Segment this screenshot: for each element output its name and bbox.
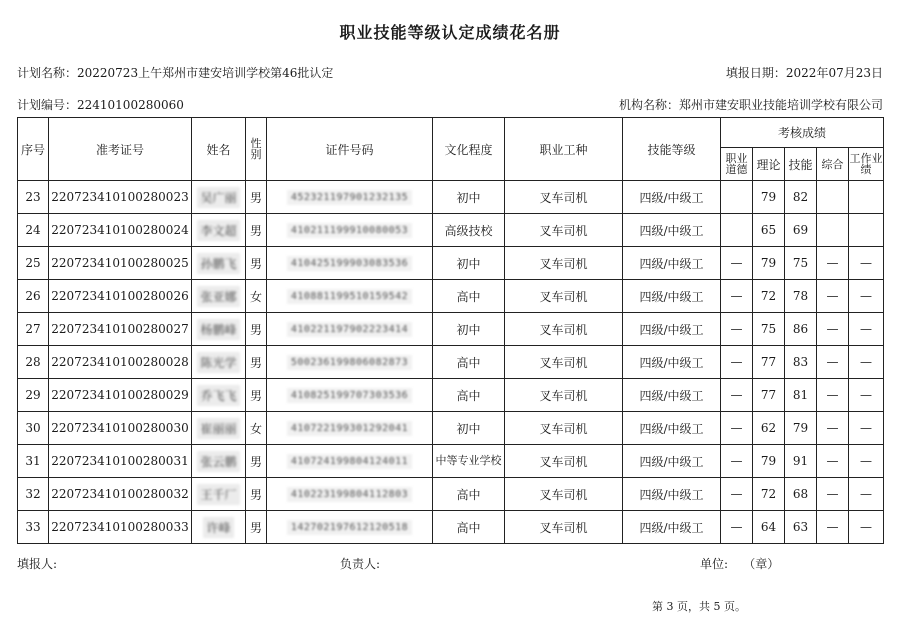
table-row [18,412,884,445]
level-cell: 四级/中级工 [623,214,721,247]
header-cert-no: 证件号码 [267,118,433,181]
level-cell: 四级/中级工 [623,379,721,412]
work-score-cell: — [849,511,884,544]
exam-no-cell: 220723410100280029 [49,379,192,412]
level-cell: 四级/中级工 [623,181,721,214]
ethics-score-cell: — [721,478,753,511]
name-cell [192,346,246,379]
cert-no-cell [267,313,433,346]
name-cell [192,445,246,478]
name-value: 乔飞飞 [197,385,239,406]
work-score-cell: — [849,280,884,313]
header-education: 文化程度 [433,118,505,181]
seq-cell: 23 [18,181,49,214]
work-score-cell: — [849,379,884,412]
seq-cell: 30 [18,412,49,445]
cert-no-cell [267,214,433,247]
skill-score-cell: 91 [785,445,817,478]
cert-no-cell [267,511,433,544]
skill-score-cell: 79 [785,412,817,445]
name-value: 王千厂 [197,484,239,505]
theory-score-cell: 79 [753,445,785,478]
level-cell: 四级/中级工 [623,445,721,478]
education-cell: 初中 [433,313,505,346]
gender-cell: 男 [246,181,267,214]
work-score-cell: — [849,478,884,511]
cert-no-cell [267,346,433,379]
header-theory: 理论 [753,148,785,181]
seq-cell: 26 [18,280,49,313]
gender-cell: 女 [246,280,267,313]
table-row [18,445,884,478]
name-value: 张亚娜 [197,286,239,307]
cert-no-cell [267,379,433,412]
cert-no-value: 500236199806082873 [287,355,412,370]
work-score-cell: — [849,247,884,280]
cert-no-value: 410724199804124011 [287,454,412,469]
level-cell: 四级/中级工 [623,247,721,280]
trade-cell: 叉车司机 [505,511,623,544]
theory-score-cell: 79 [753,181,785,214]
header-composite: 综合 [817,148,849,181]
table-row [18,181,884,214]
table-row [18,280,884,313]
composite-score-cell: — [817,247,849,280]
exam-no-cell: 220723410100280023 [49,181,192,214]
education-cell: 初中 [433,247,505,280]
gender-cell: 男 [246,313,267,346]
education-cell: 初中 [433,412,505,445]
theory-score-cell: 64 [753,511,785,544]
seq-cell: 32 [18,478,49,511]
cert-no-value: 452321197901232135 [287,190,412,205]
education-cell: 高中 [433,511,505,544]
name-cell [192,214,246,247]
ethics-score-cell: — [721,346,753,379]
ethics-score-cell: — [721,379,753,412]
composite-score-cell: — [817,280,849,313]
cert-no-value: 410425199903083536 [287,256,412,271]
cert-no-cell [267,247,433,280]
cert-no-cell [267,280,433,313]
seq-cell: 31 [18,445,49,478]
ethics-score-cell: — [721,511,753,544]
page-title: 职业技能等级认定成绩花名册 [339,23,561,42]
work-score-cell: — [849,412,884,445]
seq-cell: 28 [18,346,49,379]
header-trade: 职业工种 [505,118,623,181]
header-scores: 考核成绩 [721,118,884,148]
gender-cell: 男 [246,511,267,544]
exam-no-cell: 220723410100280028 [49,346,192,379]
gender-cell: 男 [246,478,267,511]
level-cell: 四级/中级工 [623,280,721,313]
exam-no-cell: 220723410100280033 [49,511,192,544]
header-ethics: 职业道德 [721,148,753,181]
theory-score-cell: 65 [753,214,785,247]
gender-cell: 男 [246,214,267,247]
ethics-score-cell [721,214,753,247]
exam-no-cell: 220723410100280026 [49,280,192,313]
cert-no-value: 410221197902223414 [287,322,412,337]
cert-no-value: 410211199910080053 [287,223,412,238]
skill-score-cell: 63 [785,511,817,544]
fill-date: 填报日期：2022年07月23日 [725,66,883,80]
cert-no-value: 410881199510159542 [287,289,412,304]
ethics-score-cell: — [721,280,753,313]
skill-score-cell: 83 [785,346,817,379]
theory-score-cell: 62 [753,412,785,445]
level-cell: 四级/中级工 [623,313,721,346]
seq-cell: 29 [18,379,49,412]
cert-no-cell [267,478,433,511]
table-row [18,313,884,346]
table-row [18,379,884,412]
composite-score-cell: — [817,412,849,445]
table-row [18,214,884,247]
cert-no-cell [267,181,433,214]
header-work: 工作业绩 [849,148,884,181]
education-cell: 中等专业学校 [433,445,505,478]
header-exam-no: 准考证号 [49,118,192,181]
composite-score-cell: — [817,511,849,544]
name-cell [192,181,246,214]
cert-no-value: 410223199804112803 [287,487,412,502]
trade-cell: 叉车司机 [505,445,623,478]
gender-cell: 女 [246,412,267,445]
seq-cell: 33 [18,511,49,544]
header-level: 技能等级 [623,118,721,181]
skill-score-cell: 82 [785,181,817,214]
name-cell [192,247,246,280]
seq-cell: 27 [18,313,49,346]
exam-no-cell: 220723410100280027 [49,313,192,346]
name-cell [192,379,246,412]
theory-score-cell: 72 [753,478,785,511]
trade-cell: 叉车司机 [505,478,623,511]
responsible-label: 负责人: [340,557,381,571]
composite-score-cell [817,181,849,214]
level-cell: 四级/中级工 [623,511,721,544]
composite-score-cell: — [817,313,849,346]
name-value: 杨鹏峰 [197,319,239,340]
plan-name: 计划名称：20220723上午郑州市建安培训学校第46批认定 [17,66,334,80]
name-value: 许峰 [203,517,233,538]
table-row [18,346,884,379]
name-cell [192,511,246,544]
trade-cell: 叉车司机 [505,346,623,379]
level-cell: 四级/中级工 [623,412,721,445]
education-cell: 高中 [433,346,505,379]
skill-score-cell: 69 [785,214,817,247]
name-cell [192,280,246,313]
gender-cell: 男 [246,379,267,412]
theory-score-cell: 75 [753,313,785,346]
gender-cell: 男 [246,346,267,379]
name-value: 孙鹏飞 [197,253,239,274]
theory-score-cell: 77 [753,379,785,412]
name-cell [192,412,246,445]
name-value: 吴广丽 [197,187,239,208]
education-cell: 高中 [433,478,505,511]
level-cell: 四级/中级工 [623,346,721,379]
name-cell [192,313,246,346]
name-cell [192,478,246,511]
education-cell: 高中 [433,379,505,412]
table-row [18,511,884,544]
composite-score-cell: — [817,379,849,412]
composite-score-cell: — [817,478,849,511]
work-score-cell: — [849,313,884,346]
seq-cell: 24 [18,214,49,247]
ethics-score-cell: — [721,445,753,478]
theory-score-cell: 79 [753,247,785,280]
work-score-cell: — [849,445,884,478]
name-value: 崔丽丽 [197,418,239,439]
trade-cell: 叉车司机 [505,181,623,214]
education-cell: 高级技校 [433,214,505,247]
ethics-score-cell: — [721,247,753,280]
skill-score-cell: 78 [785,280,817,313]
skill-score-cell: 68 [785,478,817,511]
name-value: 李文超 [197,220,239,241]
level-cell: 四级/中级工 [623,478,721,511]
cert-no-cell [267,445,433,478]
org-name: 机构名称：郑州市建安职业技能培训学校有限公司 [618,98,883,112]
cert-no-value: 410825199707303536 [287,388,412,403]
trade-cell: 叉车司机 [505,313,623,346]
trade-cell: 叉车司机 [505,412,623,445]
exam-no-cell: 220723410100280025 [49,247,192,280]
exam-no-cell: 220723410100280024 [49,214,192,247]
unit-label: 单位: （章） [700,557,780,571]
filler-label: 填报人: [17,557,58,571]
skill-score-cell: 75 [785,247,817,280]
ethics-score-cell: — [721,412,753,445]
exam-no-cell: 220723410100280032 [49,478,192,511]
education-cell: 高中 [433,280,505,313]
trade-cell: 叉车司机 [505,379,623,412]
composite-score-cell: — [817,445,849,478]
header-name: 姓名 [192,118,246,181]
name-value: 陈光学 [197,352,239,373]
page-info: 第 3 页，共 5 页。 [652,600,746,613]
skill-score-cell: 86 [785,313,817,346]
composite-score-cell: — [817,346,849,379]
trade-cell: 叉车司机 [505,280,623,313]
header-gender: 性别 [246,118,267,181]
composite-score-cell [817,214,849,247]
trade-cell: 叉车司机 [505,214,623,247]
cert-no-value: 410722199301292041 [287,421,412,436]
work-score-cell [849,181,884,214]
exam-no-cell: 220723410100280031 [49,445,192,478]
ethics-score-cell: — [721,313,753,346]
roster-table [17,117,884,544]
gender-cell: 男 [246,445,267,478]
work-score-cell: — [849,346,884,379]
exam-no-cell: 220723410100280030 [49,412,192,445]
cert-no-cell [267,412,433,445]
ethics-score-cell [721,181,753,214]
work-score-cell [849,214,884,247]
theory-score-cell: 77 [753,346,785,379]
trade-cell: 叉车司机 [505,247,623,280]
skill-score-cell: 81 [785,379,817,412]
header-skill: 技能 [785,148,817,181]
gender-cell: 男 [246,247,267,280]
seq-cell: 25 [18,247,49,280]
table-row [18,247,884,280]
cert-no-value: 142702197612120518 [287,520,412,535]
theory-score-cell: 72 [753,280,785,313]
plan-number: 计划编号：22410100280060 [17,98,184,112]
name-value: 张云鹏 [197,451,239,472]
table-row [18,478,884,511]
header-seq: 序号 [18,118,49,181]
education-cell: 初中 [433,181,505,214]
